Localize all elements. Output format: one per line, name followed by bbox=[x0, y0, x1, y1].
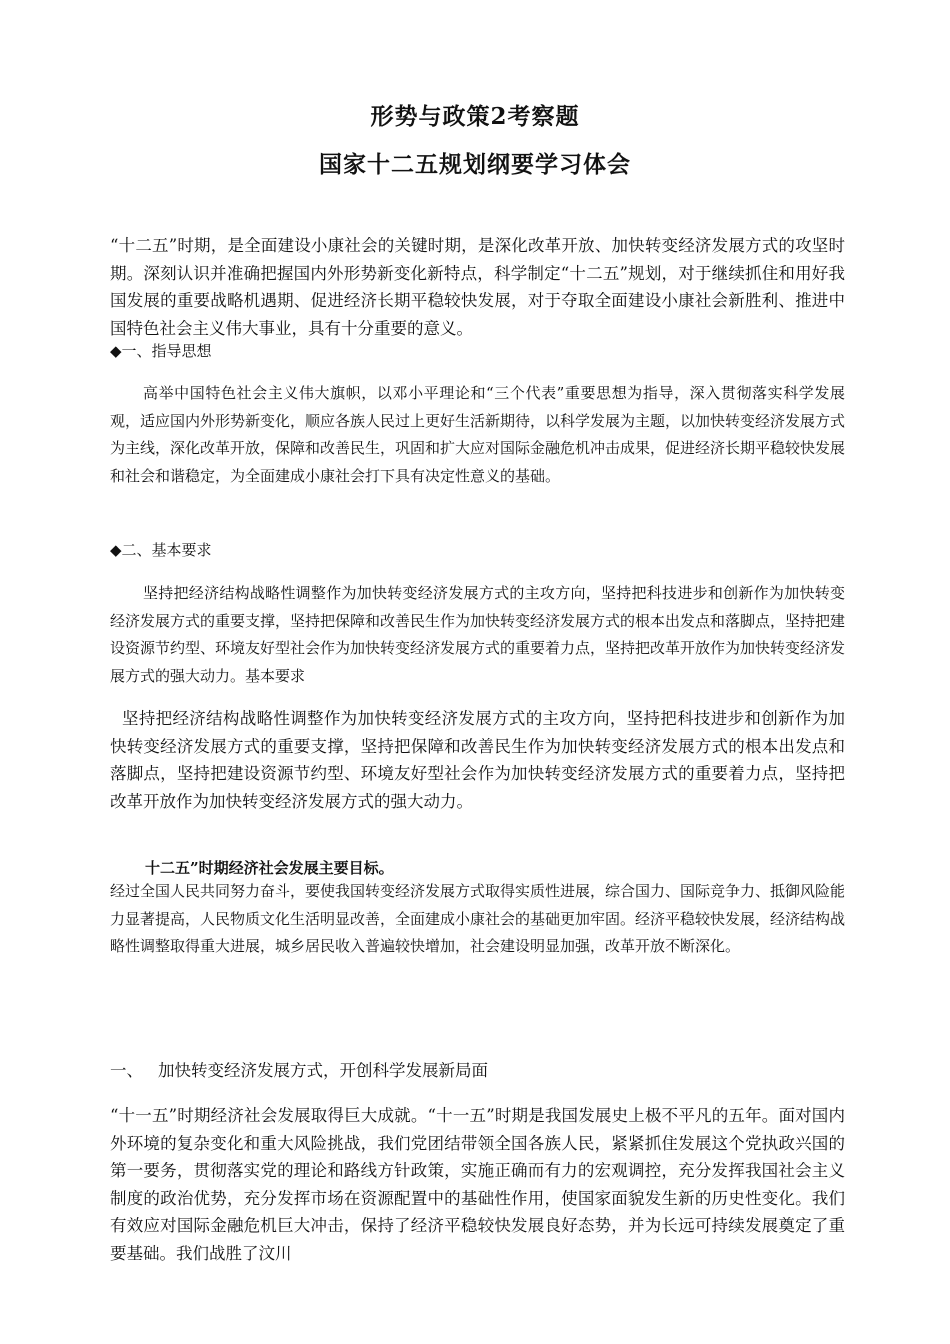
main-goals-heading: 十二五”时期经济社会发展主要目标。 bbox=[145, 859, 394, 877]
document-title: 形势与政策2考察题 bbox=[370, 103, 580, 130]
intro-paragraph: “十二五”时期，是全面建设小康社会的关键时期，是深化改革开放、加快转变经济发展方式的攻坚时期。深刻认识并准确把握国内外形势新变化新特点，科学制定“十二五”规划，对于继续抓住和用好我国发展的重要战略机遇期、促进经济长期平稳较快发展，对于夺取全面建设小康社会新胜利、推进中国特色社会主义伟大事业，具有十分重要的意义。 bbox=[110, 236, 845, 338]
section-one-heading bbox=[110, 1057, 488, 1081]
section-one-number: 一、 bbox=[110, 1061, 143, 1080]
section-one-title: 加快转变经济发展方式，开创科学发展新局面 bbox=[158, 1061, 488, 1080]
document-subtitle: 国家十二五规划纲要学习体会 bbox=[319, 151, 631, 178]
section-heading-basic-requirements: ◆二、基本要求 bbox=[110, 541, 212, 559]
eleventh-five-year-paragraph: “十一五”时期经济社会发展取得巨大成就。“十一五”时期是我国发展史上极不平凡的五年。面对国内外环境的复杂变化和重大风险挑战，我们党团结带领全国各族人民，紧紧抓住发展这个党执政兴国的第一要务，贯彻落实党的理论和路线方针政策，实施正确而有力的宏观调控，充分发挥我国社会主义制度的政治优势，充分发挥市场在资源配置中的基础性作用，使国家面貌发生新的历史性变化。我们有效应对国际金融危机巨大冲击，保持了经济平稳较快发展良好态势，并为长远可持续发展奠定了重要基础。我们战胜了汶川 bbox=[110, 1106, 845, 1263]
basic-requirements-paragraph: 坚持把经济结构战略性调整作为加快转变经济发展方式的主攻方向，坚持把科技进步和创新作为加快转变经济发展方式的重要支撑，坚持把保障和改善民生作为加快转变经济发展方式的根本出发点和落脚点，坚持把建设资源节约型、环境友好型社会作为加快转变经济发展方式的重要着力点，坚持把改革开放作为加快转变经济发展方式的强大动力。基本要求 bbox=[110, 584, 846, 685]
section-heading-guiding-ideology: ◆一、指导思想 bbox=[110, 342, 212, 360]
basic-requirements-repeat-paragraph: 坚持把经济结构战略性调整作为加快转变经济发展方式的主攻方向，坚持把科技进步和创新作为加快转变经济发展方式的重要支撑，坚持把保障和改善民生作为加快转变经济发展方式的根本出发点和落脚点，坚持把建设资源节约型、环境友好型社会作为加快转变经济发展方式的重要着力点，坚持把改革开放作为加快转变经济发展方式的强大动力。 bbox=[110, 709, 845, 811]
guiding-ideology-paragraph: 高举中国特色社会主义伟大旗帜，以邓小平理论和“三个代表”重要思想为指导，深入贯彻落实科学发展观，适应国内外形势新变化，顺应各族人民过上更好生活新期待，以科学发展为主题，以加快转变经济发展方式为主线，深化改革开放，保障和改善民生，巩固和扩大应对国际金融危机冲击成果，促进经济长期平稳较快发展和社会和谐稳定，为全面建成小康社会打下具有决定性意义的基础。 bbox=[110, 384, 846, 485]
main-goals-paragraph: 经过全国人民共同努力奋斗，要使我国转变经济发展方式取得实质性进展，综合国力、国际竞争力、抵御风险能力显著提高，人民物质文化生活明显改善，全面建成小康社会的基础更加牢固。经济平稳较快发展，经济结构战略性调整取得重大进展，城乡居民收入普遍较快增加，社会建设明显加强，改革开放不断深化。 bbox=[110, 882, 846, 956]
